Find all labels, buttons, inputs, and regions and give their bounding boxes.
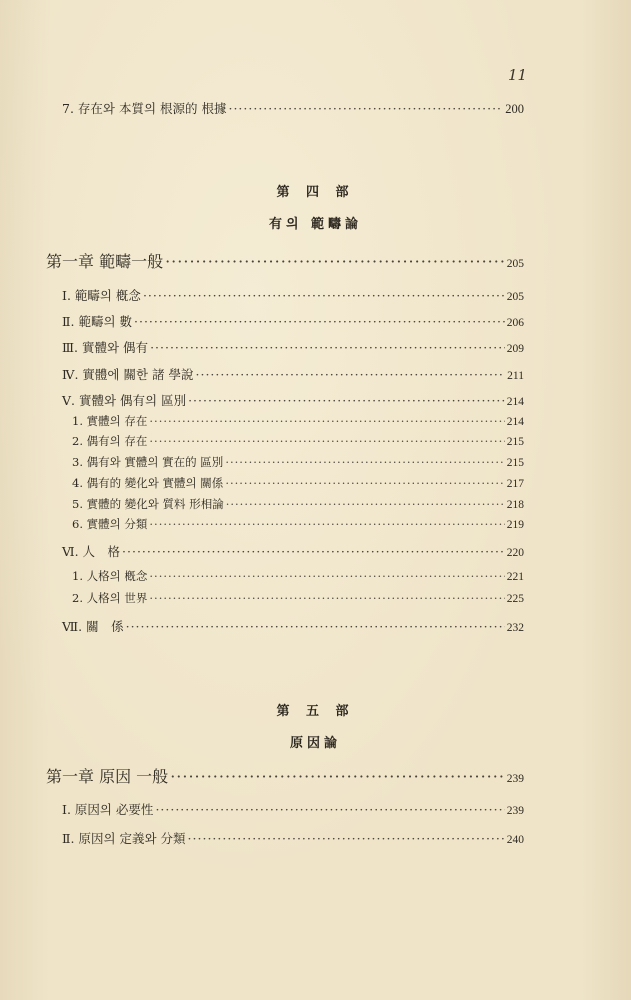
chapter-page: 205 (506, 258, 524, 270)
toc-entry-page: 225 (506, 593, 524, 605)
toc-entry (62, 286, 524, 304)
toc-entry-page: 219 (506, 519, 524, 531)
toc-entry-text: Ⅱ. 原因의 定義와 分類 (62, 831, 186, 846)
toc-entry-page: 221 (506, 571, 524, 583)
toc-entry-page: 239 (506, 805, 524, 817)
leader-dots (149, 517, 504, 531)
toc-subentry (72, 454, 524, 470)
toc-subentry (72, 433, 524, 449)
toc-entry-page: 215 (506, 436, 524, 448)
toc-entry-text: 3. 偶有와 實體의 實在的 區別 (72, 455, 224, 469)
part5-heading: 第 五 部 (276, 704, 355, 719)
toc-subentry (72, 516, 524, 532)
toc-entry-page: 215 (506, 457, 524, 469)
chapter-text: 第一章 範疇一般 (46, 252, 164, 271)
toc-entry-text: Ⅴ. 實體와 偶有의 區別 (62, 393, 187, 408)
leader-dots (226, 497, 505, 511)
toc-entry-text: 7. 存在와 本質의 根源的 根據 (62, 101, 227, 116)
toc-subentry (72, 413, 524, 429)
toc-entry-top (62, 99, 524, 117)
leader-dots (188, 831, 505, 846)
toc-entry-page: 209 (506, 343, 524, 355)
leader-dots (150, 340, 505, 355)
toc-entry-text: Ⅶ. 關 係 (62, 619, 124, 634)
leader-dots (149, 434, 504, 448)
leader-dots (149, 569, 504, 583)
toc-entry-page: 205 (506, 291, 524, 303)
toc-subentry (72, 568, 524, 584)
toc-entry-text: Ⅳ. 實體에 關한 諸 學說 (62, 367, 194, 382)
toc-entry-page: 211 (507, 370, 524, 382)
toc-entry (62, 312, 524, 330)
toc-entry (62, 542, 524, 560)
leader-dots (149, 591, 504, 605)
leader-dots (165, 252, 505, 271)
toc-entry-page: 240 (506, 834, 524, 846)
leader-dots (122, 544, 505, 559)
toc-entry-text: 5. 實體的 變化와 質料 形相論 (72, 497, 224, 511)
toc-entry-page: 206 (506, 317, 524, 329)
toc-entry-text: 2. 偶有의 存在 (72, 434, 148, 448)
part4-chapter (46, 249, 524, 272)
part5-title: 原因論 (289, 736, 341, 751)
leader-dots (196, 367, 506, 382)
page-number: 11 (508, 66, 528, 84)
leader-dots (155, 802, 504, 817)
toc-entry-text: 4. 偶有的 變化와 實體의 關係 (72, 476, 224, 490)
toc-entry (62, 617, 524, 635)
toc-entry-text: Ⅰ. 範疇의 槪念 (62, 288, 141, 303)
toc-entry-page: 218 (506, 499, 524, 511)
chapter-page: 239 (506, 773, 524, 785)
toc-subentry (72, 590, 524, 606)
part5-chapter (46, 764, 524, 787)
toc-entry-text: 1. 人格의 槪念 (72, 569, 148, 583)
part4-title: 有의 範疇論 (268, 217, 363, 232)
toc-entry-page: 232 (506, 622, 524, 634)
leader-dots (228, 101, 503, 116)
toc-entry (62, 365, 524, 383)
toc-entry (62, 800, 524, 818)
leader-dots (225, 476, 504, 490)
chapter-text: 第一章 原因 一般 (46, 767, 169, 786)
leader-dots (225, 455, 504, 469)
toc-entry-text: 1. 實體의 存在 (72, 414, 148, 428)
toc-subentry (72, 475, 524, 491)
toc-entry (62, 829, 524, 847)
leader-dots (143, 288, 505, 303)
toc-entry-text: 2. 人格의 世界 (72, 591, 148, 605)
toc-entry-page: 214 (506, 416, 524, 428)
toc-entry-text: 6. 實體의 分類 (72, 517, 148, 531)
toc-entry-text: Ⅱ. 範疇의 數 (62, 314, 132, 329)
toc-entry-page: 220 (506, 547, 524, 559)
part4-heading: 第 四 部 (276, 185, 355, 200)
toc-entry-text: Ⅰ. 原因의 必要性 (62, 802, 154, 817)
leader-dots (170, 767, 505, 786)
toc-subentry (72, 496, 524, 512)
toc-entry (62, 391, 524, 409)
toc-entry-page: 217 (506, 478, 524, 490)
toc-entry-text: Ⅲ. 實體와 偶有 (62, 340, 149, 355)
toc-entry (62, 338, 524, 356)
toc-entry-page: 200 (505, 102, 524, 116)
leader-dots (126, 619, 505, 634)
toc-entry-page: 214 (506, 396, 524, 408)
toc-entry-text: Ⅵ. 人 格 (62, 544, 121, 559)
leader-dots (134, 314, 505, 329)
leader-dots (149, 414, 504, 428)
leader-dots (188, 393, 505, 408)
